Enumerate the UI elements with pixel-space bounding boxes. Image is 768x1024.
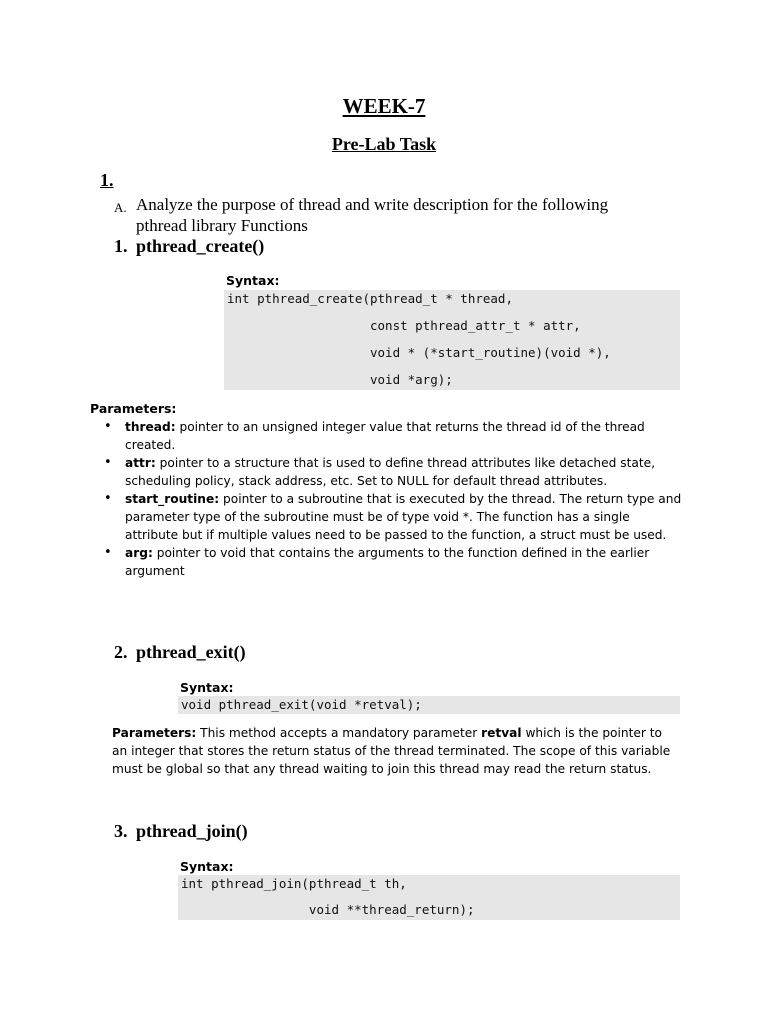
- question-number: 1.: [100, 170, 114, 190]
- param-desc: pointer to a structure that is used to define thread attributes like detached state, scheduling policy, stack address, etc. Set to NULL for default thread attributes.: [125, 456, 656, 488]
- list-item: [92, 490, 682, 544]
- function-number: 2.: [114, 642, 128, 662]
- syntax-label: Syntax:: [180, 859, 234, 874]
- parameters-label: Parameters:: [112, 726, 197, 740]
- param-desc: pointer to a subroutine that is executed by the thread. The return type and parameter type of the subroutine must be of type void *. The function has a single attribute but if multiple values need to be passed to the function, a struct must be used.: [125, 492, 682, 542]
- code-line: void *arg);: [227, 372, 453, 387]
- code-line: int pthread_join(pthread_t th,: [181, 876, 407, 891]
- param-term: start_routine:: [125, 492, 220, 506]
- code-block-exit: [178, 696, 680, 714]
- parameters-label: Parameters:: [90, 401, 177, 416]
- param-term: attr:: [125, 456, 156, 470]
- part-text: Analyze the purpose of thread and write description for the following pthread library Functions: [136, 195, 609, 235]
- parameter-list: [92, 418, 682, 580]
- page-title: WEEK-7: [342, 94, 426, 118]
- function-heading-exit: [114, 642, 246, 663]
- function-number: 3.: [114, 821, 128, 841]
- part-letter: A.: [114, 200, 127, 215]
- param-desc: pointer to an unsigned integer value that returns the thread id of the thread created.: [125, 420, 645, 452]
- code-line: void * (*start_routine)(void *),: [227, 345, 611, 360]
- param-term: retval: [481, 726, 522, 740]
- syntax-label: Syntax:: [180, 680, 234, 695]
- code-line: void **thread_return);: [181, 902, 475, 917]
- bullet-icon: •: [104, 545, 112, 560]
- function-number: 1.: [114, 236, 128, 256]
- bullet-icon: •: [104, 455, 112, 470]
- parameters-paragraph: [112, 724, 680, 778]
- question-part-a: [114, 194, 654, 236]
- function-name: pthread_create(): [136, 236, 265, 256]
- code-block-create: [224, 290, 680, 390]
- code-line: int pthread_create(pthread_t * thread,: [227, 291, 513, 306]
- list-item: [92, 454, 682, 490]
- param-desc: which is the pointer to an integer that stores the return status of the thread terminated. The scope of this variable must be global so that any thread waiting to join this thread may read the return status.: [112, 726, 671, 776]
- function-heading-join: [114, 821, 248, 842]
- syntax-label: Syntax:: [226, 273, 280, 288]
- list-item: [92, 418, 682, 454]
- bullet-icon: •: [104, 419, 112, 434]
- bullet-icon: •: [104, 491, 112, 506]
- param-desc: This method accepts a mandatory parameter: [196, 726, 482, 740]
- param-term: arg:: [125, 546, 153, 560]
- code-block-join: [178, 875, 680, 920]
- function-heading-create: [114, 236, 264, 257]
- param-term: thread:: [125, 420, 176, 434]
- code-line: const pthread_attr_t * attr,: [227, 318, 581, 333]
- code-line: void pthread_exit(void *retval);: [181, 697, 422, 712]
- function-name: pthread_join(): [136, 821, 248, 841]
- function-name: pthread_exit(): [136, 642, 246, 662]
- list-item: [92, 544, 682, 580]
- page-subtitle: Pre-Lab Task: [331, 134, 437, 154]
- param-desc: pointer to void that contains the arguments to the function defined in the earlier argument: [125, 546, 650, 578]
